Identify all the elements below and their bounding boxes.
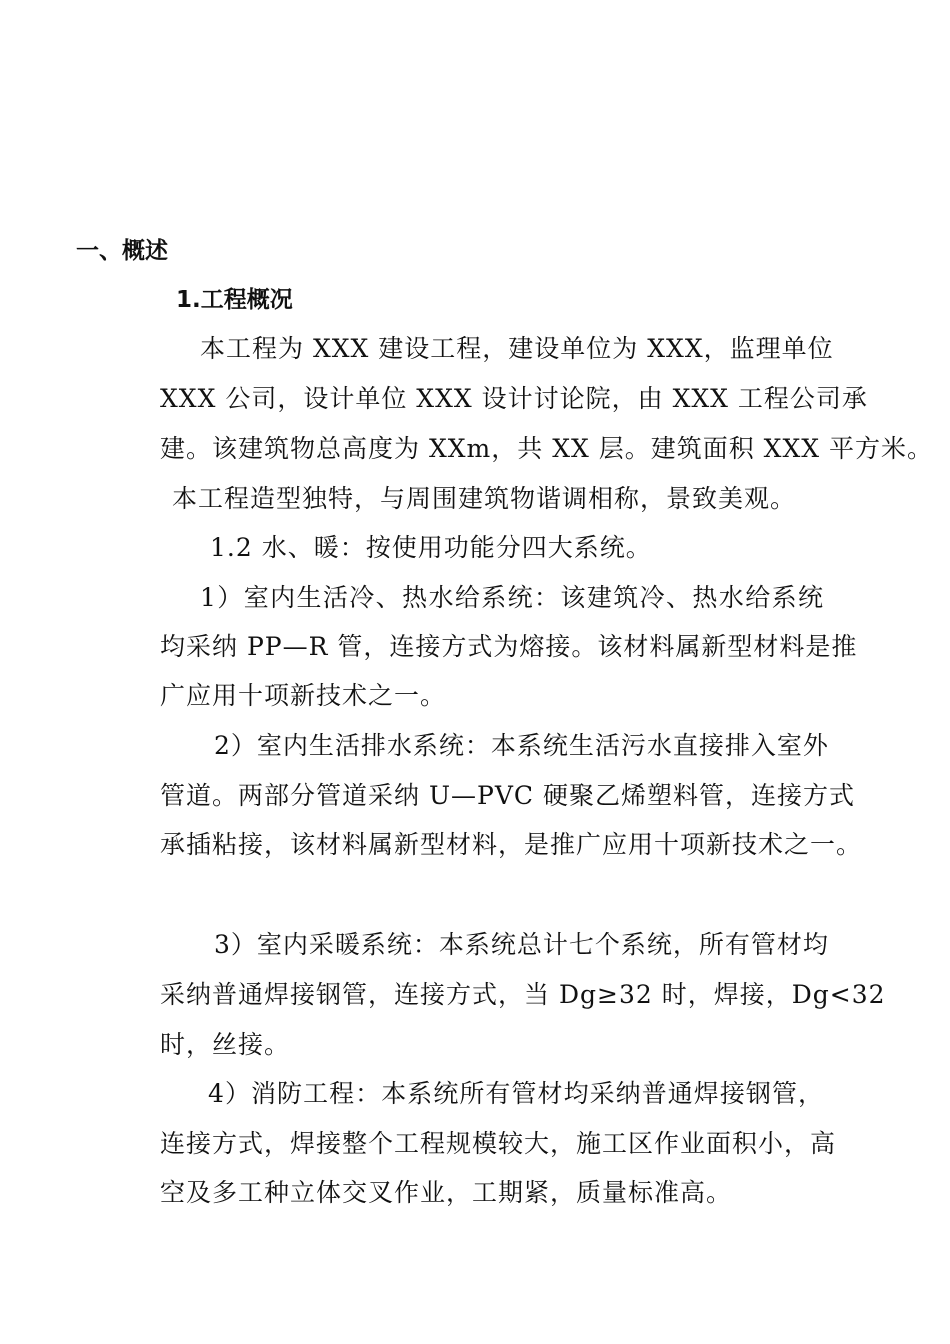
paragraph-line: 1）室内生活冷、热水给系统：该建筑冷、热水给系统 bbox=[200, 583, 824, 612]
paragraph-line: 承插粘接，该材料属新型材料，是推广应用十项新技术之一。 bbox=[160, 830, 863, 859]
paragraph-line: 3）室内采暖系统：本系统总计七个系统，所有管材均 bbox=[214, 930, 829, 959]
paragraph-line: 2）室内生活排水系统：本系统生活污水直接排入室外 bbox=[214, 731, 829, 760]
paragraph-line: 均采纳 PP—R 管，连接方式为熔接。该材料属新型材料是推 bbox=[160, 632, 858, 661]
subsection-title: 1.工程概况 bbox=[176, 287, 293, 313]
paragraph-line: 本工程为 XXX 建设工程，建设单位为 XXX，监理单位 bbox=[200, 334, 834, 363]
paragraph-line: 时，丝接。 bbox=[160, 1030, 291, 1059]
paragraph-line: 连接方式，焊接整个工程规模较大，施工区作业面积小，高 bbox=[160, 1129, 837, 1158]
paragraph-line: 采纳普通焊接钢管，连接方式，当 Dg≥32 时，焊接，Dg<32 bbox=[160, 980, 886, 1009]
paragraph-line: 广应用十项新技术之一。 bbox=[160, 681, 447, 710]
section-title: 一、概述 bbox=[76, 238, 168, 264]
paragraph-line: XXX 公司，设计单位 XXX 设计讨论院，由 XXX 工程公司承 bbox=[160, 384, 868, 413]
water-heating-heading: 1.2 水、暖：按使用功能分四大系统。 bbox=[210, 533, 652, 562]
paragraph-line: 管道。两部分管道采纳 U—PVC 硬聚乙烯塑料管，连接方式 bbox=[160, 781, 855, 810]
paragraph-line: 4）消防工程：本系统所有管材均采纳普通焊接钢管， bbox=[208, 1079, 824, 1108]
paragraph-line: 空及多工种立体交叉作业，工期紧，质量标准高。 bbox=[160, 1178, 733, 1207]
paragraph-line: 本工程造型独特，与周围建筑物谐调相称，景致美观。 bbox=[172, 484, 797, 513]
paragraph-line: 建。该建筑物总高度为 XXm，共 XX 层。建筑面积 XXX 平方米。 bbox=[160, 434, 934, 463]
